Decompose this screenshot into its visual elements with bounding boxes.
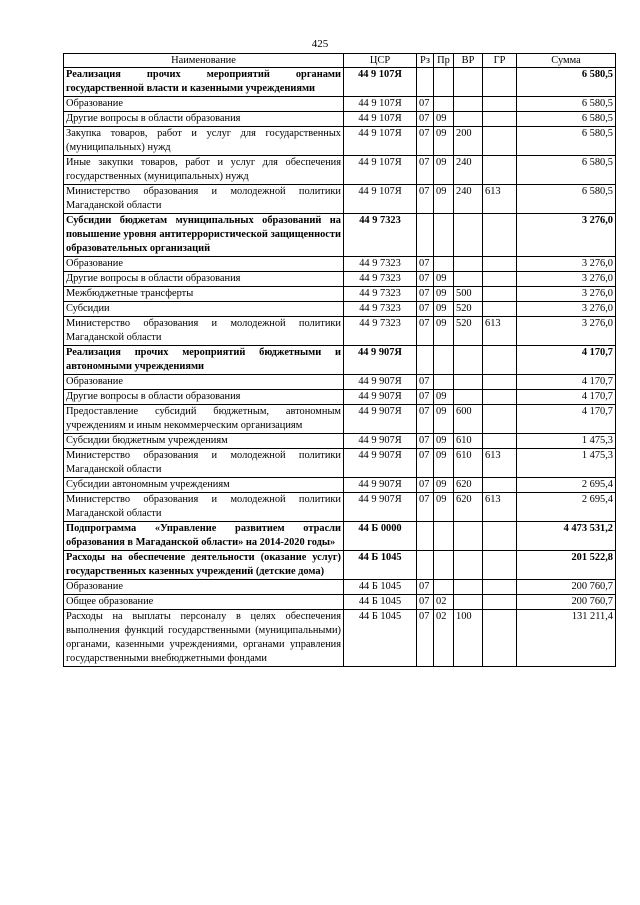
cell-vr xyxy=(454,346,483,375)
cell-rz xyxy=(417,346,434,375)
table-row xyxy=(64,595,616,610)
table-row xyxy=(64,302,616,317)
cell-name: Закупка товаров, работ и услуг для государственных (муниципальных) нужд xyxy=(64,127,344,156)
cell-gr xyxy=(483,405,517,434)
cell-vr: 610 xyxy=(454,434,483,449)
cell-pr xyxy=(434,551,454,580)
table-row xyxy=(64,317,616,346)
table-row xyxy=(64,375,616,390)
cell-pr xyxy=(434,68,454,97)
cell-rz: 07 xyxy=(417,112,434,127)
cell-sum: 4 170,7 xyxy=(517,346,616,375)
cell-gr: 613 xyxy=(483,493,517,522)
cell-gr xyxy=(483,522,517,551)
cell-name: Министерство образования и молодежной политики Магаданской области xyxy=(64,317,344,346)
cell-name: Иные закупки товаров, работ и услуг для обеспечения государственных (муниципальных) нужд xyxy=(64,156,344,185)
cell-rz: 07 xyxy=(417,434,434,449)
cell-rz xyxy=(417,522,434,551)
cell-csr: 44 9 107Я xyxy=(344,156,417,185)
cell-csr: 44 9 107Я xyxy=(344,185,417,214)
cell-pr: 09 xyxy=(434,405,454,434)
cell-gr: 613 xyxy=(483,449,517,478)
cell-pr: 09 xyxy=(434,493,454,522)
table-row xyxy=(64,580,616,595)
cell-name: Подпрограмма «Управление развитием отрасли образования в Магаданской области» на 2014-2020 годы» xyxy=(64,522,344,551)
cell-gr xyxy=(483,478,517,493)
cell-sum: 3 276,0 xyxy=(517,272,616,287)
cell-gr xyxy=(483,580,517,595)
cell-rz: 07 xyxy=(417,272,434,287)
cell-gr xyxy=(483,214,517,257)
cell-name: Межбюджетные трансферты xyxy=(64,287,344,302)
cell-sum: 3 276,0 xyxy=(517,257,616,272)
cell-sum: 4 170,7 xyxy=(517,390,616,405)
cell-vr xyxy=(454,375,483,390)
cell-sum: 6 580,5 xyxy=(517,112,616,127)
cell-csr: 44 9 7323 xyxy=(344,317,417,346)
cell-gr xyxy=(483,97,517,112)
cell-vr: 620 xyxy=(454,478,483,493)
cell-gr xyxy=(483,375,517,390)
cell-csr: 44 9 907Я xyxy=(344,493,417,522)
cell-name: Образование xyxy=(64,97,344,112)
cell-vr: 520 xyxy=(454,317,483,346)
cell-vr: 520 xyxy=(454,302,483,317)
cell-pr: 09 xyxy=(434,390,454,405)
cell-sum: 6 580,5 xyxy=(517,156,616,185)
cell-rz xyxy=(417,214,434,257)
cell-csr: 44 9 907Я xyxy=(344,434,417,449)
cell-sum: 6 580,5 xyxy=(517,185,616,214)
cell-pr xyxy=(434,257,454,272)
cell-rz: 07 xyxy=(417,257,434,272)
cell-sum: 1 475,3 xyxy=(517,434,616,449)
table-row xyxy=(64,185,616,214)
cell-gr xyxy=(483,610,517,667)
table-row xyxy=(64,522,616,551)
column-header-name: Наименование xyxy=(64,54,344,68)
cell-rz: 07 xyxy=(417,580,434,595)
cell-rz: 07 xyxy=(417,405,434,434)
cell-gr xyxy=(483,68,517,97)
cell-csr: 44 9 7323 xyxy=(344,214,417,257)
table-body xyxy=(64,68,616,667)
cell-vr: 500 xyxy=(454,287,483,302)
cell-vr xyxy=(454,112,483,127)
cell-csr: 44 9 107Я xyxy=(344,68,417,97)
cell-sum: 4 170,7 xyxy=(517,405,616,434)
cell-gr xyxy=(483,434,517,449)
cell-csr: 44 9 907Я xyxy=(344,346,417,375)
column-header-csr: ЦСР xyxy=(344,54,417,68)
cell-vr: 600 xyxy=(454,405,483,434)
cell-name: Министерство образования и молодежной политики Магаданской области xyxy=(64,493,344,522)
column-header-rz: Рз xyxy=(417,54,434,68)
cell-vr xyxy=(454,97,483,112)
cell-csr: 44 9 907Я xyxy=(344,375,417,390)
cell-gr xyxy=(483,112,517,127)
cell-sum: 2 695,4 xyxy=(517,493,616,522)
cell-sum: 131 211,4 xyxy=(517,610,616,667)
table-row xyxy=(64,112,616,127)
cell-name: Общее образование xyxy=(64,595,344,610)
cell-sum: 3 276,0 xyxy=(517,302,616,317)
cell-sum: 4 170,7 xyxy=(517,375,616,390)
cell-name: Образование xyxy=(64,580,344,595)
cell-pr: 09 xyxy=(434,434,454,449)
cell-gr xyxy=(483,287,517,302)
cell-csr: 44 9 907Я xyxy=(344,478,417,493)
cell-csr: 44 Б 1045 xyxy=(344,551,417,580)
cell-pr: 09 xyxy=(434,449,454,478)
cell-gr xyxy=(483,346,517,375)
cell-name: Министерство образования и молодежной политики Магаданской области xyxy=(64,185,344,214)
cell-name: Расходы на обеспечение деятельности (оказание услуг) государственных казенных учреждений (детские дома) xyxy=(64,551,344,580)
cell-rz: 07 xyxy=(417,449,434,478)
cell-sum: 201 522,8 xyxy=(517,551,616,580)
cell-name: Другие вопросы в области образования xyxy=(64,272,344,287)
cell-gr xyxy=(483,272,517,287)
cell-csr: 44 9 907Я xyxy=(344,449,417,478)
cell-rz: 07 xyxy=(417,375,434,390)
table-row xyxy=(64,551,616,580)
cell-gr xyxy=(483,390,517,405)
cell-csr: 44 9 107Я xyxy=(344,97,417,112)
cell-csr: 44 9 7323 xyxy=(344,287,417,302)
cell-rz: 07 xyxy=(417,317,434,346)
cell-name: Другие вопросы в области образования xyxy=(64,390,344,405)
cell-gr xyxy=(483,257,517,272)
cell-name: Министерство образования и молодежной политики Магаданской области xyxy=(64,449,344,478)
page-number: 425 xyxy=(311,38,329,50)
cell-pr: 09 xyxy=(434,478,454,493)
table-row xyxy=(64,257,616,272)
cell-pr: 09 xyxy=(434,156,454,185)
cell-pr xyxy=(434,580,454,595)
cell-pr: 02 xyxy=(434,610,454,667)
cell-sum: 3 276,0 xyxy=(517,287,616,302)
table-row xyxy=(64,272,616,287)
table-row xyxy=(64,287,616,302)
cell-vr: 240 xyxy=(454,156,483,185)
cell-gr xyxy=(483,302,517,317)
column-header-gr: ГР xyxy=(483,54,517,68)
cell-rz: 07 xyxy=(417,156,434,185)
table-row xyxy=(64,68,616,97)
cell-gr: 613 xyxy=(483,317,517,346)
cell-gr xyxy=(483,156,517,185)
cell-rz: 07 xyxy=(417,287,434,302)
cell-pr: 09 xyxy=(434,287,454,302)
cell-vr: 200 xyxy=(454,127,483,156)
table-row xyxy=(64,610,616,667)
cell-gr xyxy=(483,127,517,156)
column-header-sum: Сумма xyxy=(517,54,616,68)
cell-sum: 2 695,4 xyxy=(517,478,616,493)
cell-name: Субсидии бюджетным учреждениям xyxy=(64,434,344,449)
cell-sum: 6 580,5 xyxy=(517,127,616,156)
cell-csr: 44 Б 1045 xyxy=(344,610,417,667)
cell-sum: 3 276,0 xyxy=(517,317,616,346)
cell-csr: 44 9 7323 xyxy=(344,302,417,317)
table-row xyxy=(64,214,616,257)
cell-pr: 09 xyxy=(434,302,454,317)
cell-pr: 09 xyxy=(434,272,454,287)
cell-vr xyxy=(454,390,483,405)
table-header-row xyxy=(64,54,616,68)
cell-name: Субсидии бюджетам муниципальных образований на повышение уровня антитеррористической защищенности образовательных организаций xyxy=(64,214,344,257)
cell-vr xyxy=(454,551,483,580)
cell-vr xyxy=(454,272,483,287)
cell-vr xyxy=(454,257,483,272)
cell-pr xyxy=(434,375,454,390)
cell-rz: 07 xyxy=(417,302,434,317)
cell-pr xyxy=(434,522,454,551)
cell-pr: 09 xyxy=(434,185,454,214)
cell-sum: 4 473 531,2 xyxy=(517,522,616,551)
cell-name: Образование xyxy=(64,375,344,390)
cell-rz: 07 xyxy=(417,493,434,522)
cell-sum: 1 475,3 xyxy=(517,449,616,478)
cell-vr xyxy=(454,214,483,257)
cell-csr: 44 9 107Я xyxy=(344,112,417,127)
cell-pr xyxy=(434,346,454,375)
table-row xyxy=(64,449,616,478)
column-header-vr: ВР xyxy=(454,54,483,68)
cell-vr xyxy=(454,580,483,595)
cell-pr: 09 xyxy=(434,317,454,346)
cell-pr: 02 xyxy=(434,595,454,610)
cell-rz: 07 xyxy=(417,478,434,493)
cell-vr xyxy=(454,68,483,97)
cell-gr xyxy=(483,595,517,610)
cell-gr: 613 xyxy=(483,185,517,214)
cell-csr: 44 9 7323 xyxy=(344,272,417,287)
cell-pr: 09 xyxy=(434,127,454,156)
cell-pr: 09 xyxy=(434,112,454,127)
cell-rz xyxy=(417,551,434,580)
cell-rz: 07 xyxy=(417,97,434,112)
column-header-pr: Пр xyxy=(434,54,454,68)
cell-name: Субсидии xyxy=(64,302,344,317)
table-row xyxy=(64,493,616,522)
cell-csr: 44 9 107Я xyxy=(344,127,417,156)
cell-sum: 3 276,0 xyxy=(517,214,616,257)
cell-name: Расходы на выплаты персоналу в целях обеспечения выполнения функций государственными (муниципальными) органами, казенными учреждениями, органами управления государственными внебюджетными фондами xyxy=(64,610,344,667)
table-row xyxy=(64,97,616,112)
cell-name: Реализация прочих мероприятий органами государственной власти и казенными учреждениями xyxy=(64,68,344,97)
table-row xyxy=(64,127,616,156)
table-row xyxy=(64,156,616,185)
table-row xyxy=(64,346,616,375)
cell-csr: 44 9 907Я xyxy=(344,390,417,405)
table-row xyxy=(64,405,616,434)
cell-csr: 44 Б 1045 xyxy=(344,595,417,610)
cell-csr: 44 Б 1045 xyxy=(344,580,417,595)
cell-name: Субсидии автономным учреждениям xyxy=(64,478,344,493)
cell-csr: 44 Б 0000 xyxy=(344,522,417,551)
table-row xyxy=(64,478,616,493)
budget-table xyxy=(63,53,616,667)
table-row xyxy=(64,434,616,449)
cell-pr xyxy=(434,214,454,257)
cell-name: Предоставление субсидий бюджетным, автономным учреждениям и иным некоммерческим организациям xyxy=(64,405,344,434)
cell-name: Реализация прочих мероприятий бюджетными и автономными учреждениями xyxy=(64,346,344,375)
cell-rz: 07 xyxy=(417,185,434,214)
cell-vr: 610 xyxy=(454,449,483,478)
cell-vr: 100 xyxy=(454,610,483,667)
cell-sum: 6 580,5 xyxy=(517,68,616,97)
cell-sum: 200 760,7 xyxy=(517,580,616,595)
cell-vr xyxy=(454,522,483,551)
cell-sum: 6 580,5 xyxy=(517,97,616,112)
cell-rz xyxy=(417,68,434,97)
cell-rz: 07 xyxy=(417,595,434,610)
cell-rz: 07 xyxy=(417,390,434,405)
cell-name: Другие вопросы в области образования xyxy=(64,112,344,127)
cell-gr xyxy=(483,551,517,580)
cell-csr: 44 9 7323 xyxy=(344,257,417,272)
table-row xyxy=(64,390,616,405)
cell-sum: 200 760,7 xyxy=(517,595,616,610)
cell-rz: 07 xyxy=(417,610,434,667)
cell-vr xyxy=(454,595,483,610)
cell-vr: 240 xyxy=(454,185,483,214)
cell-csr: 44 9 907Я xyxy=(344,405,417,434)
cell-rz: 07 xyxy=(417,127,434,156)
cell-pr xyxy=(434,97,454,112)
cell-name: Образование xyxy=(64,257,344,272)
cell-vr: 620 xyxy=(454,493,483,522)
